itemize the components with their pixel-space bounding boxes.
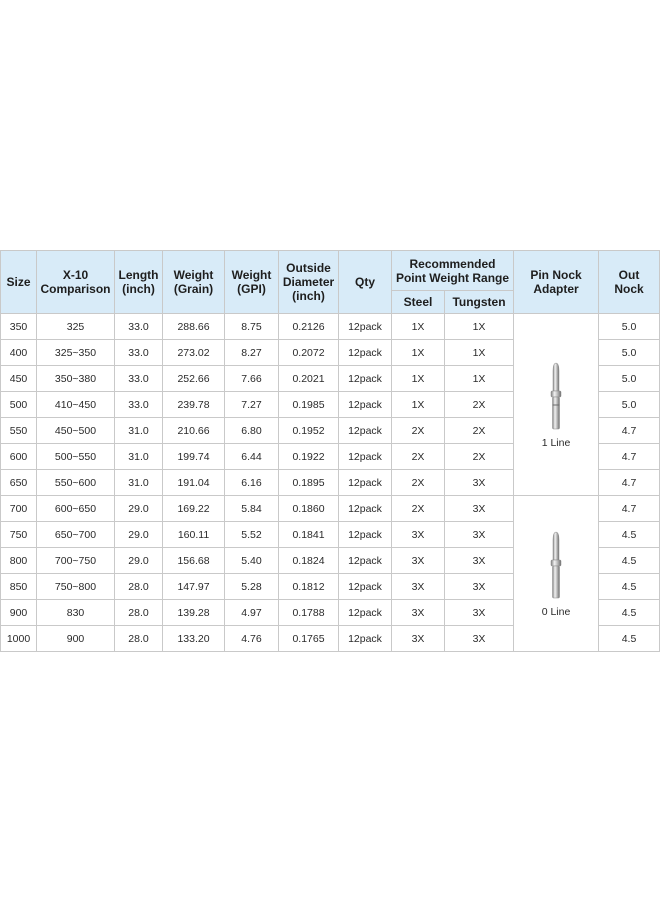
outside-diameter-cell: 0.1765 [279,626,339,652]
steel-cell: 1X [392,314,445,340]
table-row [1,314,660,340]
header-weight-gpi: Weight (GPI) [225,251,279,314]
out-nock-cell: 4.5 [599,574,660,600]
weight-gpi-cell: 4.76 [225,626,279,652]
qty-cell: 12pack [339,496,392,522]
size-cell: 400 [1,340,37,366]
outside-diameter-cell: 0.1985 [279,392,339,418]
weight-gpi-cell: 8.75 [225,314,279,340]
tungsten-cell: 3X [445,548,514,574]
x10-cell: 650~700 [37,522,115,548]
size-cell: 650 [1,470,37,496]
weight-grain-cell: 239.78 [163,392,225,418]
tungsten-cell: 3X [445,496,514,522]
out-nock-cell: 5.0 [599,340,660,366]
header-out-nock: Out Nock [599,251,660,314]
steel-cell: 2X [392,470,445,496]
steel-cell: 2X [392,444,445,470]
out-nock-cell: 4.5 [599,600,660,626]
tungsten-cell: 3X [445,626,514,652]
weight-grain-cell: 288.66 [163,314,225,340]
weight-gpi-cell: 6.16 [225,470,279,496]
x10-cell: 450~500 [37,418,115,444]
weight-grain-cell: 133.20 [163,626,225,652]
out-nock-cell: 4.7 [599,444,660,470]
out-nock-cell: 4.5 [599,522,660,548]
x10-cell: 500~550 [37,444,115,470]
out-nock-cell: 5.0 [599,392,660,418]
pin-nock-1-line-icon [548,361,564,431]
weight-gpi-cell: 5.40 [225,548,279,574]
out-nock-cell: 4.7 [599,418,660,444]
qty-cell: 12pack [339,548,392,574]
weight-grain-cell: 191.04 [163,470,225,496]
size-cell: 900 [1,600,37,626]
qty-cell: 12pack [339,392,392,418]
outside-diameter-cell: 0.1895 [279,470,339,496]
size-cell: 800 [1,548,37,574]
x10-cell: 900 [37,626,115,652]
table-header [1,251,660,314]
pin-nock-adapter-cell [514,314,599,496]
size-cell: 350 [1,314,37,340]
weight-gpi-cell: 7.66 [225,366,279,392]
size-cell: 850 [1,574,37,600]
length-cell: 33.0 [115,314,163,340]
weight-grain-cell: 199.74 [163,444,225,470]
weight-grain-cell: 252.66 [163,366,225,392]
size-cell: 450 [1,366,37,392]
weight-gpi-cell: 7.27 [225,392,279,418]
length-cell: 33.0 [115,340,163,366]
weight-gpi-cell: 4.97 [225,600,279,626]
header-qty: Qty [339,251,392,314]
out-nock-cell: 4.5 [599,548,660,574]
steel-cell: 3X [392,548,445,574]
steel-cell: 2X [392,496,445,522]
weight-gpi-cell: 8.27 [225,340,279,366]
weight-gpi-cell: 5.52 [225,522,279,548]
tungsten-cell: 2X [445,444,514,470]
qty-cell: 12pack [339,626,392,652]
tungsten-cell: 1X [445,340,514,366]
outside-diameter-cell: 0.2021 [279,366,339,392]
steel-cell: 1X [392,392,445,418]
steel-cell: 3X [392,522,445,548]
out-nock-cell: 4.7 [599,470,660,496]
arrow-spec-table [0,250,660,652]
x10-cell: 410~450 [37,392,115,418]
weight-gpi-cell: 5.84 [225,496,279,522]
steel-cell: 2X [392,418,445,444]
outside-diameter-cell: 0.2072 [279,340,339,366]
weight-grain-cell: 156.68 [163,548,225,574]
length-cell: 31.0 [115,444,163,470]
outside-diameter-cell: 0.1860 [279,496,339,522]
steel-cell: 3X [392,600,445,626]
weight-gpi-cell: 6.44 [225,444,279,470]
qty-cell: 12pack [339,444,392,470]
tungsten-cell: 2X [445,418,514,444]
tungsten-cell: 3X [445,522,514,548]
tungsten-cell: 2X [445,392,514,418]
size-cell: 550 [1,418,37,444]
adapter-label: 0 Line [541,605,571,618]
size-cell: 600 [1,444,37,470]
length-cell: 28.0 [115,600,163,626]
x10-cell: 830 [37,600,115,626]
qty-cell: 12pack [339,340,392,366]
outside-diameter-cell: 0.1788 [279,600,339,626]
weight-grain-cell: 210.66 [163,418,225,444]
qty-cell: 12pack [339,470,392,496]
x10-cell: 600~650 [37,496,115,522]
x10-cell: 550~600 [37,470,115,496]
steel-cell: 3X [392,574,445,600]
outside-diameter-cell: 0.1841 [279,522,339,548]
header-outside-diameter: Outside Diameter (inch) [279,251,339,314]
size-cell: 500 [1,392,37,418]
outside-diameter-cell: 0.1952 [279,418,339,444]
length-cell: 29.0 [115,496,163,522]
length-cell: 31.0 [115,470,163,496]
x10-cell: 325 [37,314,115,340]
length-cell: 28.0 [115,574,163,600]
header-length: Length (inch) [115,251,163,314]
length-cell: 33.0 [115,366,163,392]
outside-diameter-cell: 0.1812 [279,574,339,600]
table-row [1,496,660,522]
length-cell: 29.0 [115,548,163,574]
qty-cell: 12pack [339,314,392,340]
out-nock-cell: 5.0 [599,314,660,340]
length-cell: 29.0 [115,522,163,548]
pin-nock-adapter-cell [514,496,599,652]
tungsten-cell: 1X [445,314,514,340]
x10-cell: 700~750 [37,548,115,574]
out-nock-cell: 4.5 [599,626,660,652]
weight-gpi-cell: 5.28 [225,574,279,600]
weight-grain-cell: 169.22 [163,496,225,522]
outside-diameter-cell: 0.1922 [279,444,339,470]
pin-nock-0-line-icon [548,530,564,600]
adapter-label: 1 Line [541,436,571,449]
steel-cell: 1X [392,340,445,366]
weight-grain-cell: 273.02 [163,340,225,366]
header-recommended-point-weight: Recommended Point Weight Range [392,251,514,291]
x10-cell: 325~350 [37,340,115,366]
steel-cell: 1X [392,366,445,392]
weight-grain-cell: 160.11 [163,522,225,548]
qty-cell: 12pack [339,574,392,600]
table-body [1,314,660,652]
out-nock-cell: 5.0 [599,366,660,392]
size-cell: 1000 [1,626,37,652]
tungsten-cell: 3X [445,574,514,600]
tungsten-cell: 3X [445,600,514,626]
outside-diameter-cell: 0.2126 [279,314,339,340]
tungsten-cell: 3X [445,470,514,496]
weight-gpi-cell: 6.80 [225,418,279,444]
qty-cell: 12pack [339,522,392,548]
header-tungsten: Tungsten [445,291,514,314]
weight-grain-cell: 147.97 [163,574,225,600]
header-weight-grain: Weight (Grain) [163,251,225,314]
length-cell: 31.0 [115,418,163,444]
x10-cell: 350~380 [37,366,115,392]
weight-grain-cell: 139.28 [163,600,225,626]
qty-cell: 12pack [339,366,392,392]
out-nock-cell: 4.7 [599,496,660,522]
x10-cell: 750~800 [37,574,115,600]
outside-diameter-cell: 0.1824 [279,548,339,574]
qty-cell: 12pack [339,418,392,444]
size-cell: 750 [1,522,37,548]
size-cell: 700 [1,496,37,522]
steel-cell: 3X [392,626,445,652]
header-steel: Steel [392,291,445,314]
tungsten-cell: 1X [445,366,514,392]
qty-cell: 12pack [339,600,392,626]
length-cell: 28.0 [115,626,163,652]
header-x10-comparison: X-10 Comparison [37,251,115,314]
header-size: Size [1,251,37,314]
header-pin-nock-adapter: Pin Nock Adapter [514,251,599,314]
length-cell: 33.0 [115,392,163,418]
